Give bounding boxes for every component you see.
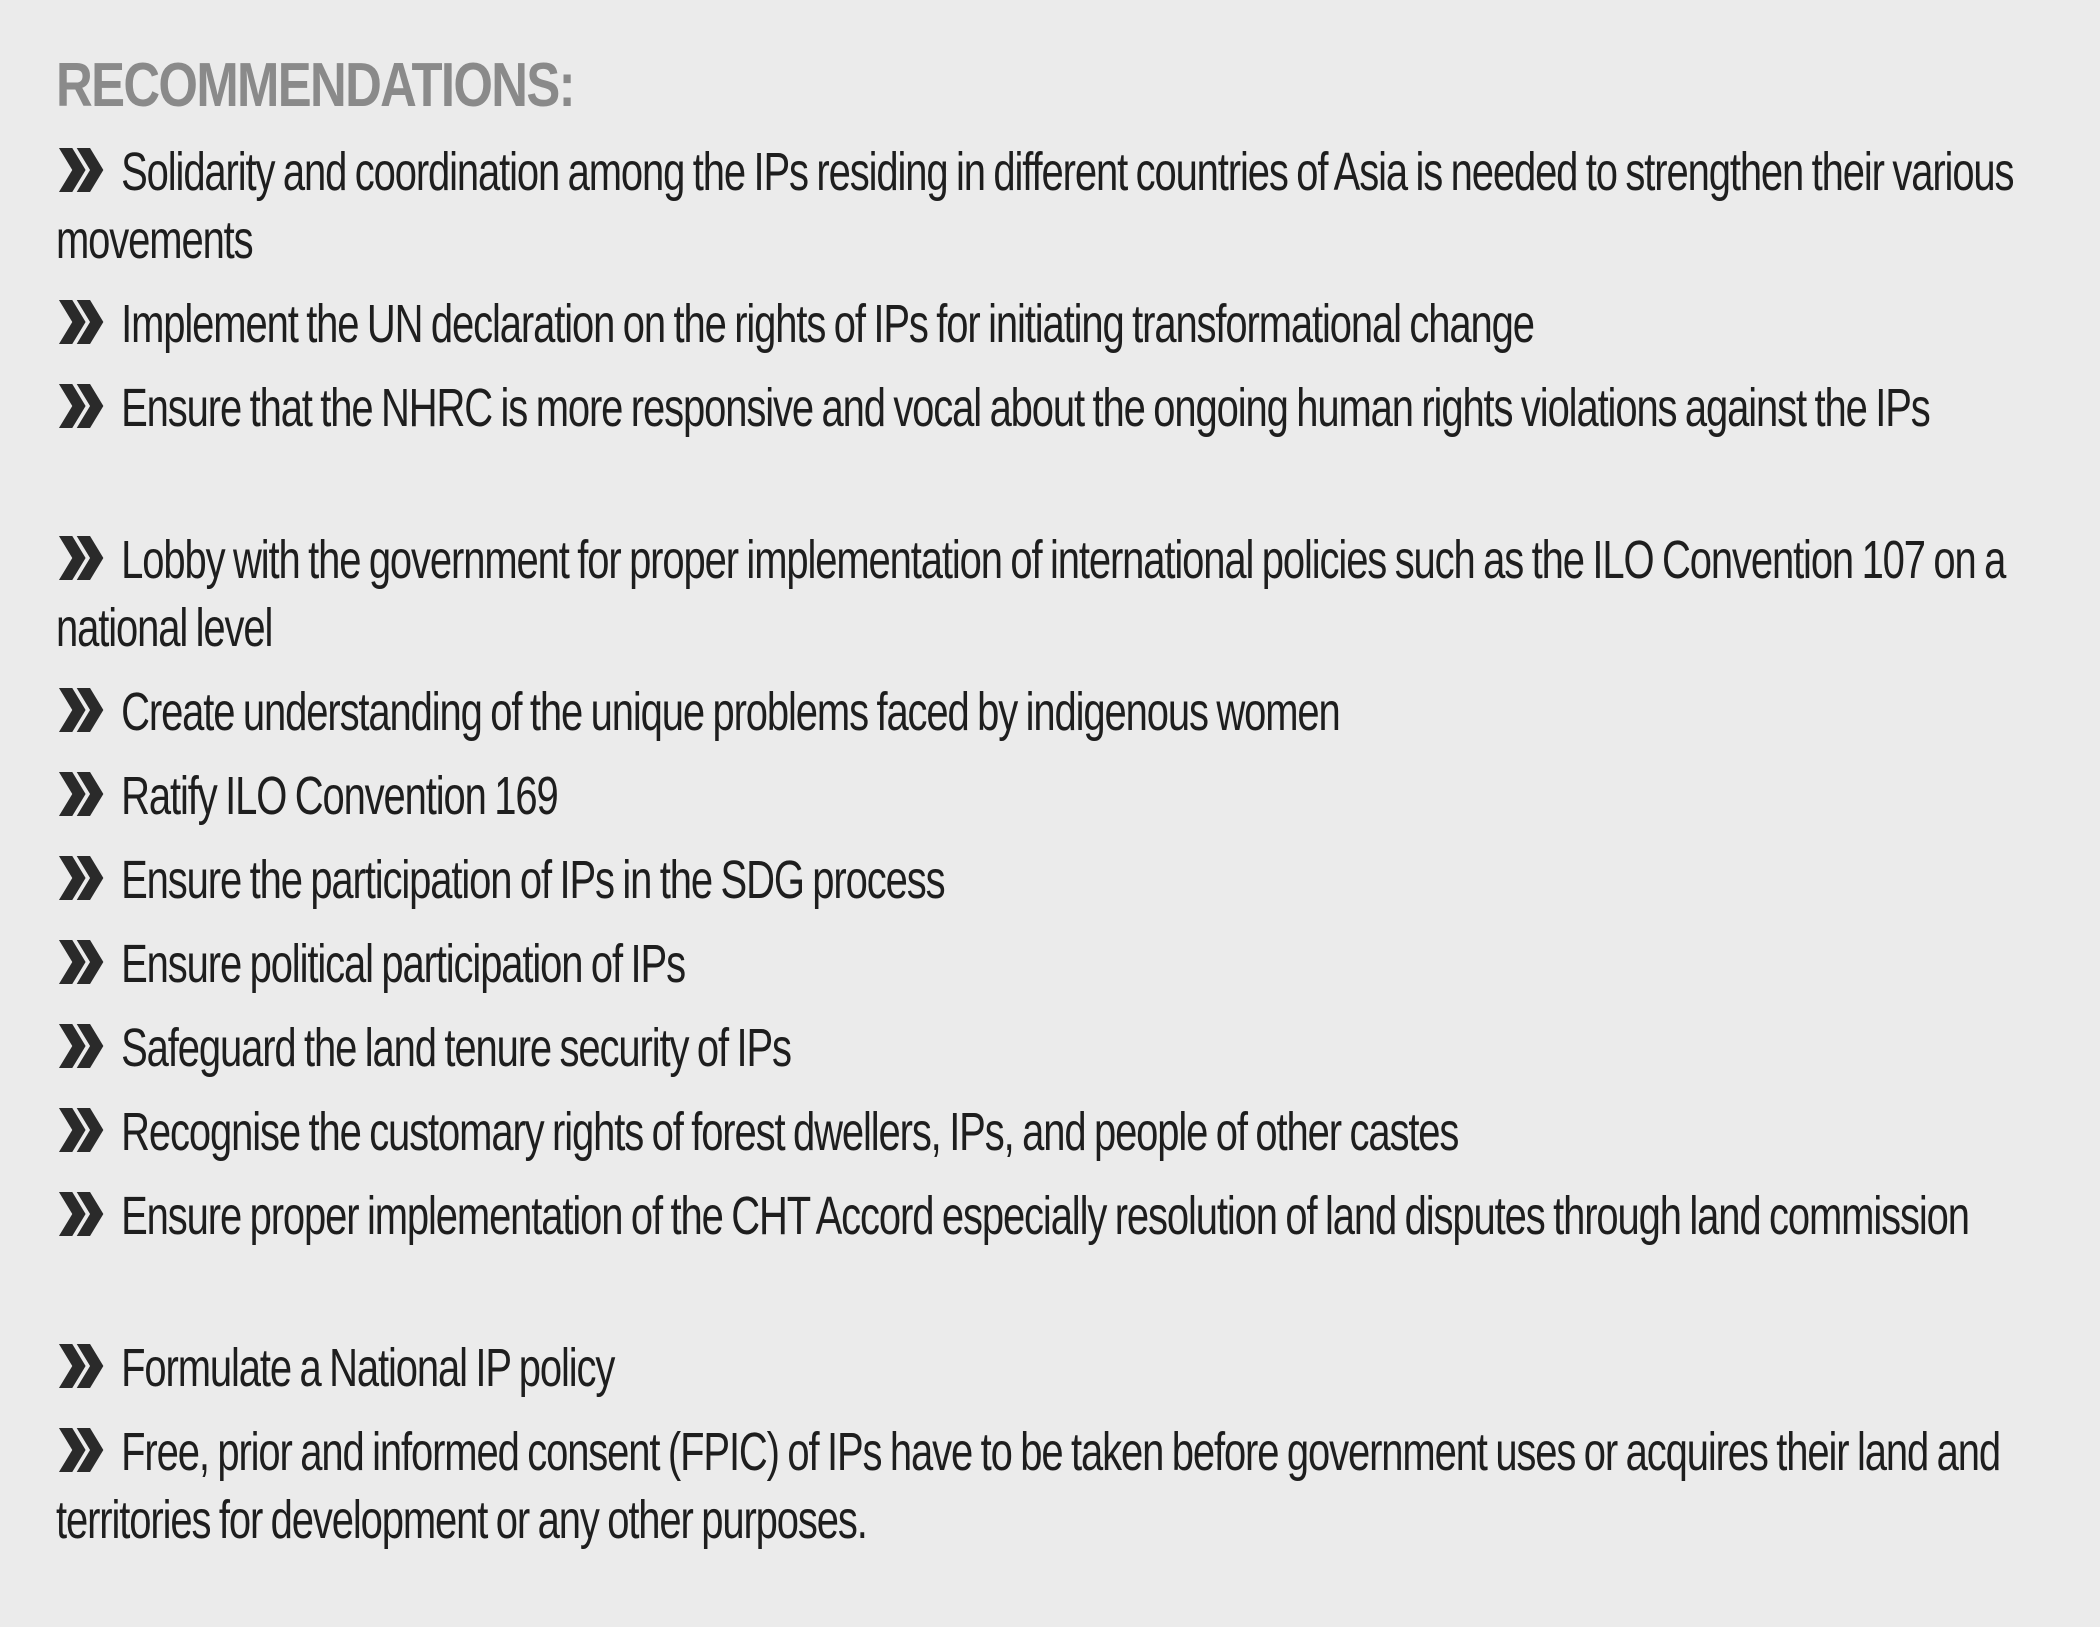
list-item	[56, 846, 2054, 914]
list-item	[56, 526, 2054, 662]
double-chevron-right-icon	[56, 768, 111, 820]
section-heading: RECOMMENDATIONS:	[56, 51, 574, 120]
list-item-text: Ensure political participation of IPs	[121, 934, 685, 994]
list-item-text: Formulate a National IP policy	[121, 1338, 615, 1398]
list-item-text: Ensure proper implementation of the CHT Accord especially resolution of land disputes through land commission	[121, 1186, 1969, 1246]
recommendations-list	[56, 138, 2056, 1554]
list-item-text: Create understanding of the unique problems faced by indigenous women	[121, 682, 1340, 742]
list-item-text: Lobby with the government for proper implementation of international policies such as the ILO Convention 107 on a national level	[56, 530, 2006, 658]
list-item	[56, 1418, 2054, 1554]
list-item	[56, 1182, 2054, 1318]
list-item	[56, 678, 2054, 746]
double-chevron-right-icon	[56, 532, 111, 584]
list-item-text: Implement the UN declaration on the rights of IPs for initiating transformational change	[121, 294, 1534, 354]
list-item	[56, 374, 2054, 510]
double-chevron-right-icon	[56, 1340, 111, 1392]
double-chevron-right-icon	[56, 1020, 111, 1072]
double-chevron-right-icon	[56, 1424, 111, 1476]
double-chevron-right-icon	[56, 1188, 111, 1240]
double-chevron-right-icon	[56, 144, 111, 196]
list-item	[56, 290, 2054, 358]
list-item	[56, 138, 2054, 274]
double-chevron-right-icon	[56, 852, 111, 904]
double-chevron-right-icon	[56, 296, 111, 348]
list-item	[56, 1098, 2054, 1166]
list-item	[56, 1334, 2054, 1402]
list-item-text: Ensure the participation of IPs in the SDG process	[121, 850, 945, 910]
double-chevron-right-icon	[56, 380, 111, 432]
list-item-text: Ratify ILO Convention 169	[121, 766, 558, 826]
double-chevron-right-icon	[56, 1104, 111, 1156]
list-item-text: Solidarity and coordination among the IPs residing in different countries of Asia is needed to strengthen their various movements	[56, 142, 2014, 270]
double-chevron-right-icon	[56, 684, 111, 736]
list-item-text: Recognise the customary rights of forest dwellers, IPs, and people of other castes	[121, 1102, 1459, 1162]
list-item	[56, 1014, 2054, 1082]
list-item-text: Free, prior and informed consent (FPIC) of IPs have to be taken before government uses or acquires their land and territories for development or any other purposes.	[56, 1422, 2000, 1550]
list-item	[56, 762, 2054, 830]
list-item-text: Safeguard the land tenure security of IPs	[121, 1018, 791, 1078]
list-item	[56, 930, 2054, 998]
double-chevron-right-icon	[56, 936, 111, 988]
list-item-text: Ensure that the NHRC is more responsive and vocal about the ongoing human rights violations against the IPs	[121, 378, 1930, 438]
